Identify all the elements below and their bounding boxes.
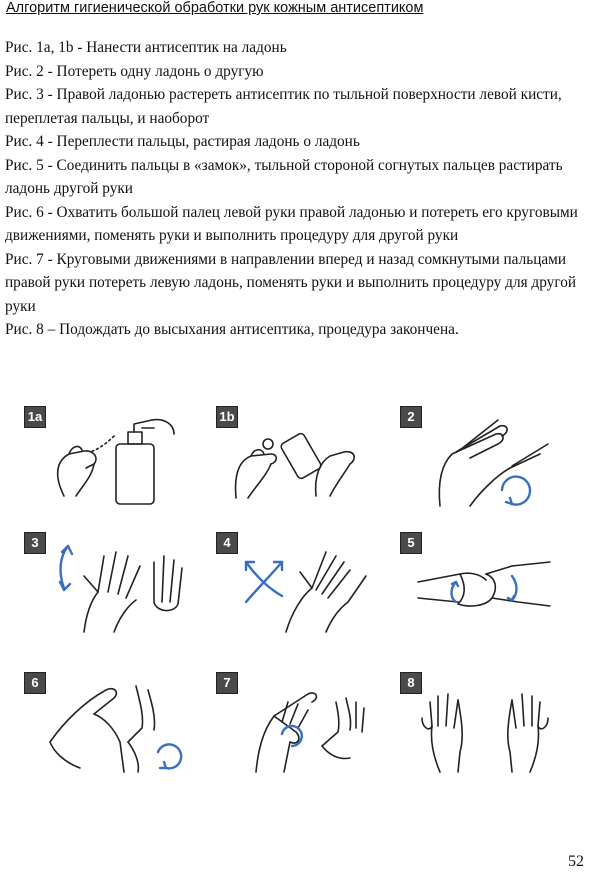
figure-8 (400, 672, 570, 782)
step-6: Рис. 6 - Охватить большой палец левой руки правой ладонью и потереть его круговыми движениями, поменять руки и выполнить процедуру для другой руки (5, 203, 578, 244)
page-number: 52 (568, 853, 584, 870)
figure-7 (216, 672, 386, 782)
step-8: Рис. 8 – Подождать до высыхания антисептика, процедура закончена. (5, 321, 459, 338)
figure-label: 2 (400, 406, 422, 428)
figure-label: 6 (24, 672, 46, 694)
figure-label: 1b (216, 406, 238, 428)
instruction-list (5, 36, 585, 342)
interlaced-fingers-icon (216, 532, 386, 642)
dispense-antiseptic-icon (216, 406, 386, 516)
step-1: Рис. 1а, 1b - Нанести антисептик на ладонь (5, 39, 287, 56)
dispense-antiseptic-icon (24, 406, 194, 516)
figure-6 (24, 672, 194, 782)
figure-4 (216, 532, 386, 642)
step-7: Рис. 7 - Круговыми движениями в направлении вперед и назад сомкнутыми пальцами правой руки потереть левую ладонь, поменять руки и выполнить процедуру для другой руки (5, 250, 577, 315)
figure-2 (400, 406, 570, 516)
figure-1a (24, 406, 194, 516)
step-2: Рис. 2 - Потереть одну ладонь о другую (5, 62, 264, 80)
back-of-hand-icon (24, 532, 194, 642)
illustration-grid (0, 396, 590, 796)
figure-label: 3 (24, 532, 46, 554)
figure-label: 7 (216, 672, 238, 694)
figure-label: 5 (400, 532, 422, 554)
step-4: Рис. 4 - Переплести пальцы, растирая ладонь о ладонь (5, 133, 360, 150)
fingertips-rotation-icon (216, 672, 386, 782)
figure-3 (24, 532, 194, 642)
figure-label: 4 (216, 532, 238, 554)
figure-1b (216, 406, 386, 516)
palm-to-palm-icon (400, 406, 570, 516)
figure-5 (400, 532, 570, 642)
figure-label: 1a (24, 406, 46, 428)
figure-label: 8 (400, 672, 422, 694)
interlocked-fingers-icon (400, 532, 570, 642)
step-5: Рис. 5 - Соединить пальцы в «замок», тыльной стороной согнутых пальцев растирать ладонь другой руки (5, 156, 563, 197)
page-title: Алгоритм гигиенической обработки рук кожным антисептиком (6, 0, 424, 16)
step-3: Рис. 3 - Правой ладонью растереть антисептик по тыльной поверхности левой кисти, переплетая пальцы, и наоборот (5, 86, 562, 127)
drying-hands-icon (400, 672, 570, 782)
thumb-rotation-icon (24, 672, 194, 782)
